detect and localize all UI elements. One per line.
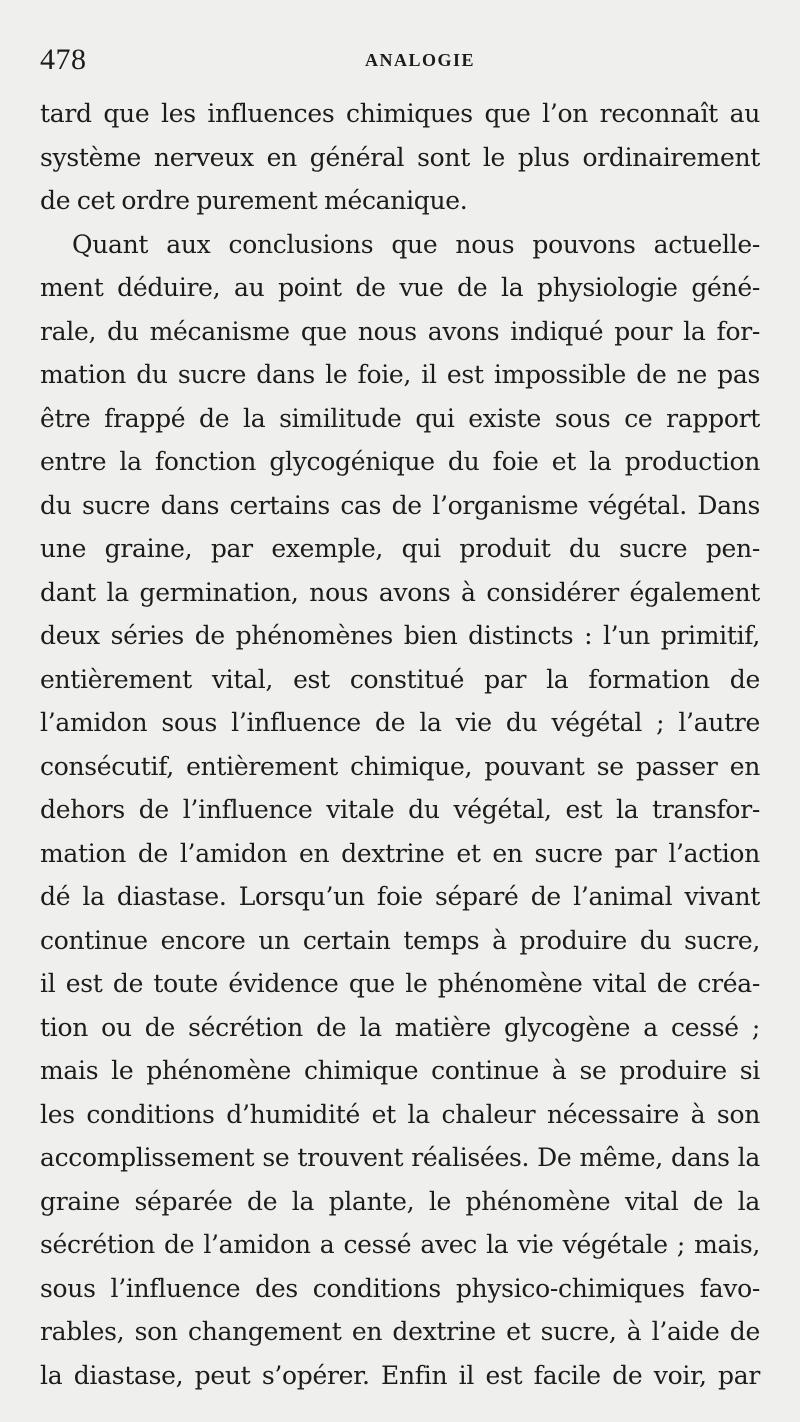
text-line: sécrétion de l’amidon a cessé avec la vie végétale ; mais, <box>40 1230 760 1259</box>
text-line: entre la fonction glycogénique du foie et la production <box>40 447 760 476</box>
text-line: il est de toute évidence que le phénomène vital de créa- <box>40 969 760 998</box>
text-line: ment déduire, au point de vue de la physiologie géné- <box>40 273 760 302</box>
text-line: rale, du mécanisme que nous avons indiqué pour la for- <box>40 316 760 346</box>
text-line: l’amidon sous l’influence de la vie du végétal ; l’autre <box>40 708 760 737</box>
text-line: dant la germination, nous avons à considérer également <box>40 577 760 607</box>
text-line: tion ou de sécrétion de la matière glycogène a cessé ; <box>40 1012 760 1042</box>
page-header <box>40 40 760 80</box>
text-line: consécutif, entièrement chimique, pouvant se passer en <box>40 751 760 781</box>
text-line: accomplissement se trouvent réalisées. De même, dans la <box>40 1143 760 1172</box>
text-line: tard que les influences chimiques que l’on reconnaît au <box>40 99 760 128</box>
body-text <box>40 92 760 1397</box>
text-line: mation du sucre dans le foie, il est impossible de ne pas <box>40 360 760 389</box>
text-line: de cet ordre purement mécanique. <box>40 186 468 215</box>
text-line: du sucre dans certains cas de l’organisme végétal. Dans <box>40 490 760 520</box>
text-line: mation de l’amidon en dextrine et en sucre par l’action <box>40 838 760 868</box>
text-line: la diastase, peut s’opérer. Enfin il est facile de voir, par <box>40 1360 760 1390</box>
text-line: sous l’influence des conditions physico-chimiques favo- <box>40 1273 760 1303</box>
text-line: rables, son changement en dextrine et sucre, à l’aide de <box>40 1317 760 1346</box>
text-line: mais le phénomène chimique continue à se produire si <box>40 1056 760 1085</box>
text-line: les conditions d’humidité et la chaleur nécessaire à son <box>40 1099 760 1129</box>
text-line: dé la diastase. Lorsqu’un foie séparé de l’animal vivant <box>40 882 760 911</box>
text-line: graine séparée de la plante, le phénomène vital de la <box>40 1186 760 1216</box>
text-line: dehors de l’influence vitale du végétal, est la transfor- <box>40 795 760 824</box>
running-head: ANALOGIE <box>364 50 475 70</box>
text-line: système nerveux en général sont le plus ordinairement <box>40 142 760 172</box>
text-line: Quant aux conclusions que nous pouvons actuelle- <box>72 229 760 259</box>
text-line: deux séries de phénomènes bien distincts : l’un primitif, <box>40 621 760 650</box>
text-line: continue encore un certain temps à produire du sucre, <box>40 925 760 955</box>
text-line: être frappé de la similitude qui existe sous ce rapport <box>40 403 760 433</box>
page-number: 478 <box>40 43 87 76</box>
text-line: entièrement vital, est constitué par la formation de <box>40 664 760 694</box>
text-line: une graine, par exemple, qui produit du sucre pen- <box>40 534 760 563</box>
